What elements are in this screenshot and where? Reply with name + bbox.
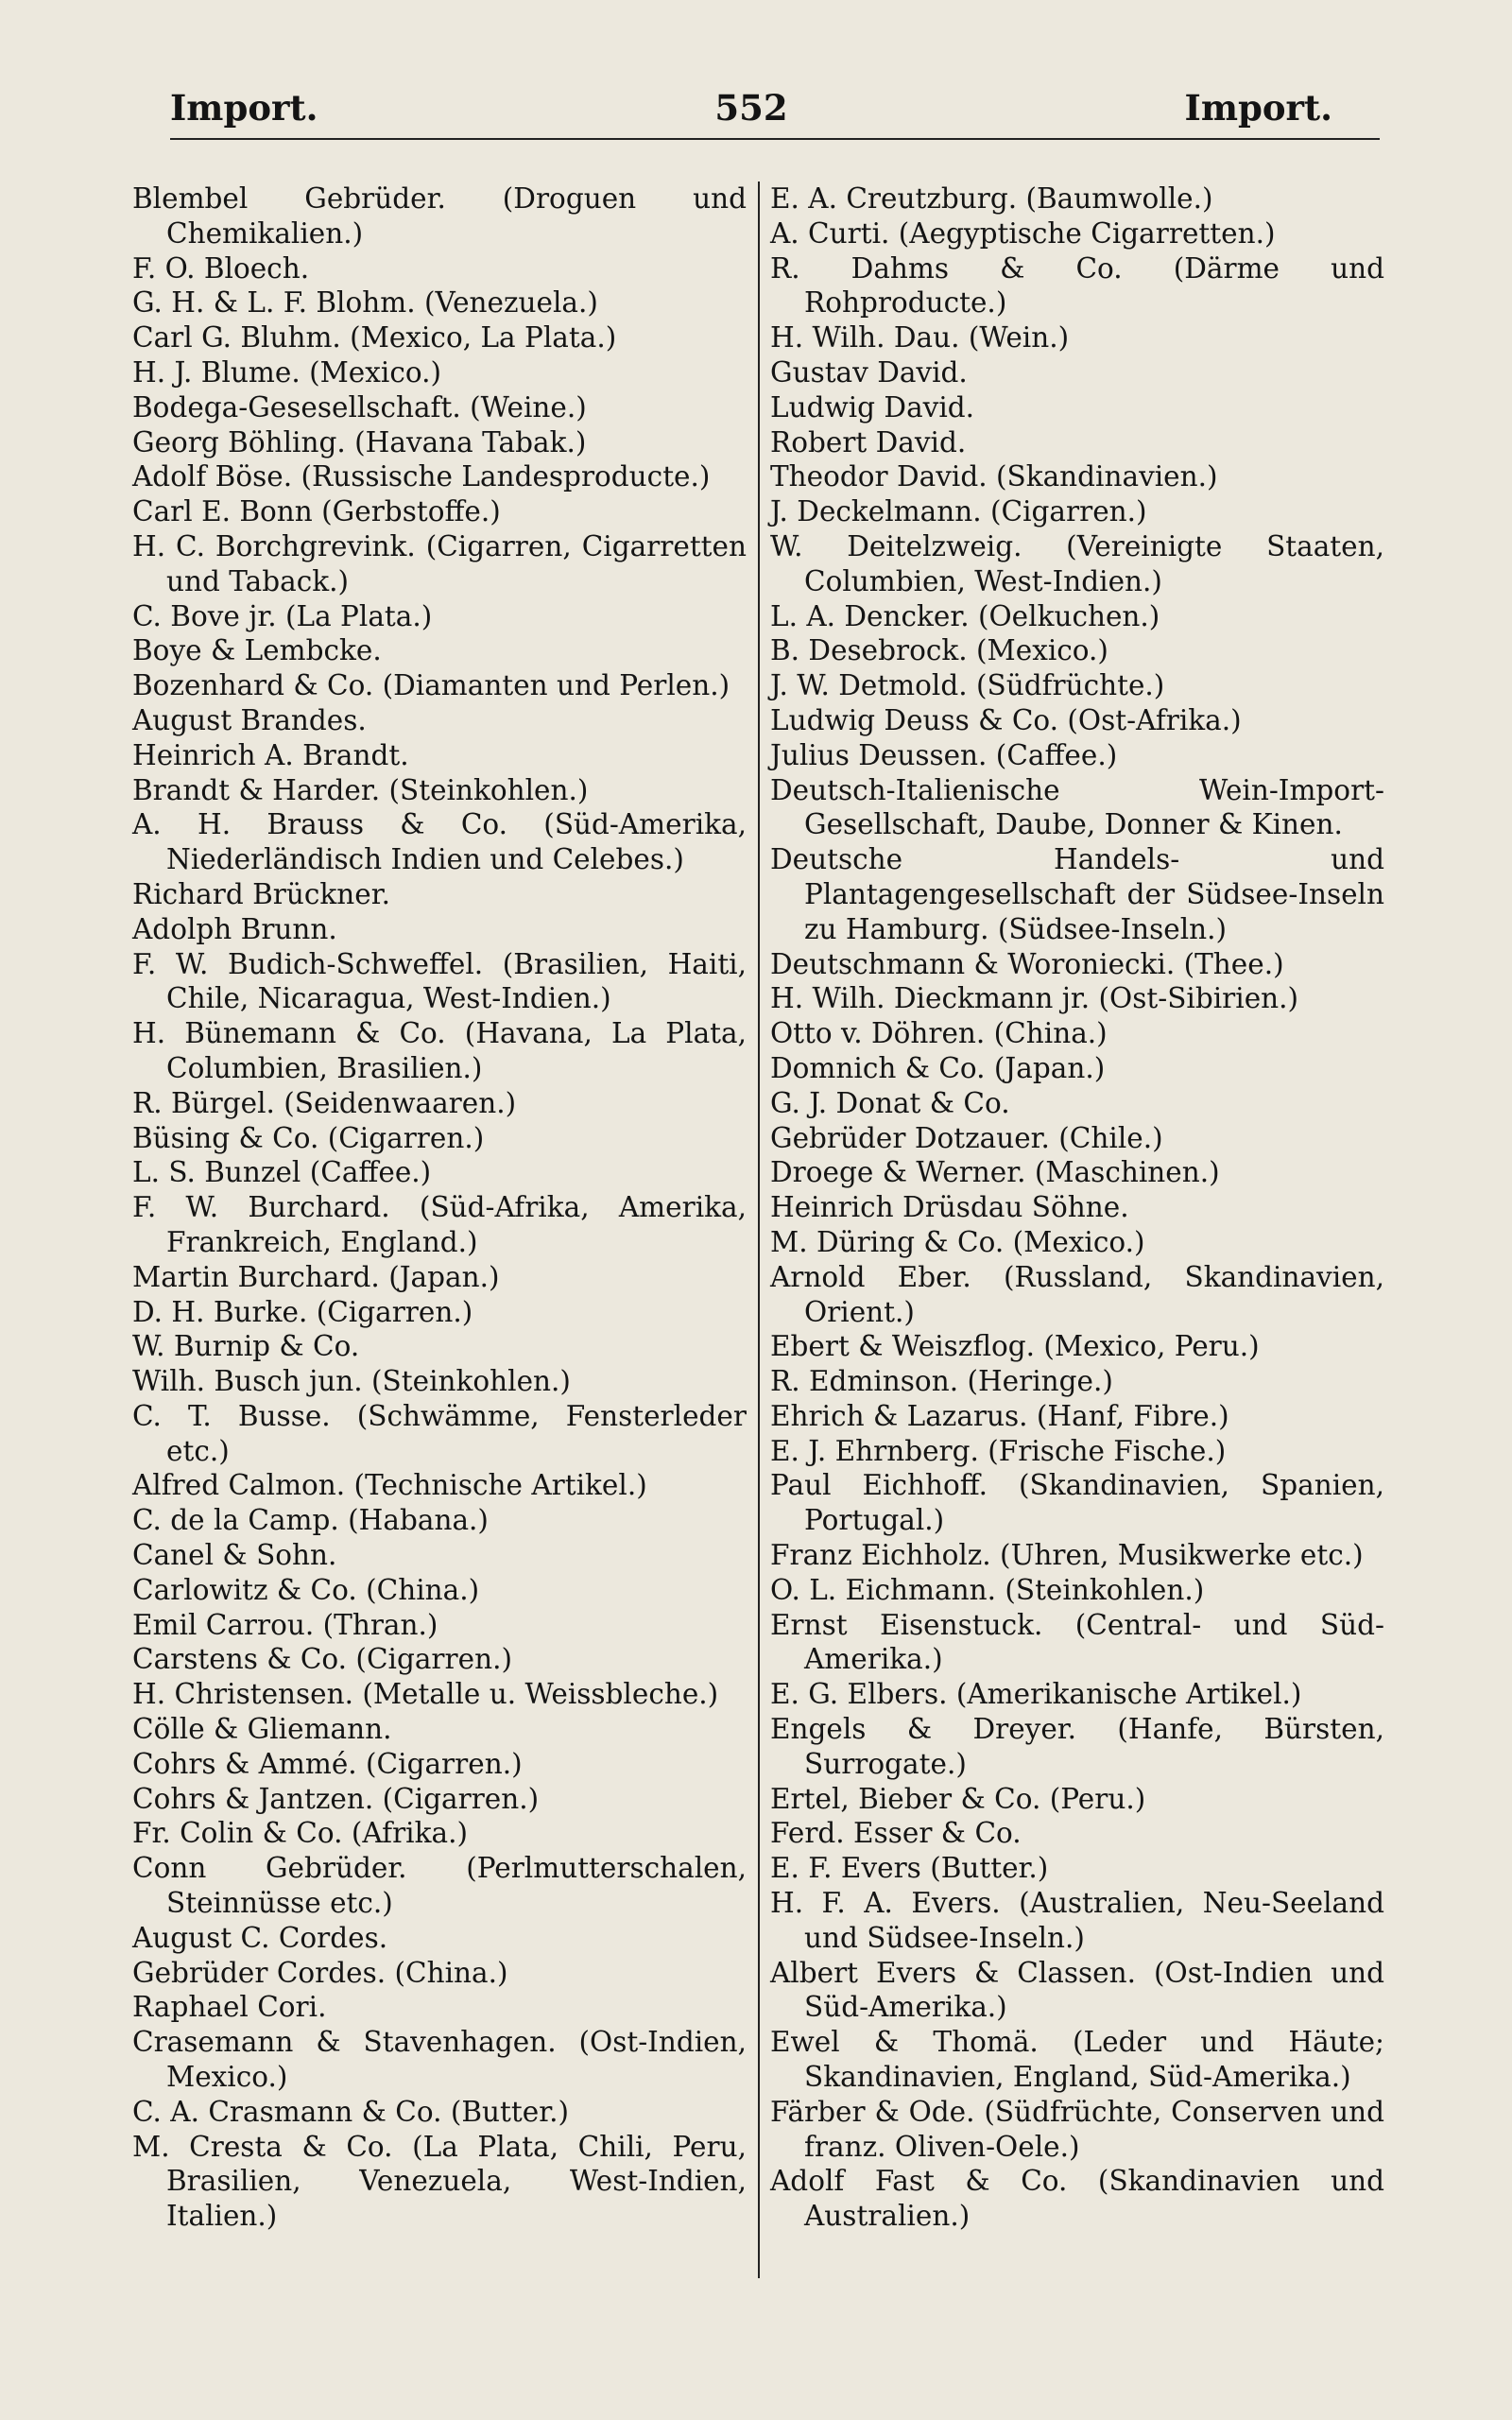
directory-entry: Adolf Fast & Co. (Skandinavien und Australien.) [770, 2165, 1384, 2233]
directory-entry: D. H. Burke. (Cigarren.) [132, 1295, 473, 1328]
directory-entry: M. Cresta & Co. (La Plata, Chili, Peru, Brasilien, Venezuela, West-Indien, Italien.) [132, 2130, 747, 2233]
directory-entry: C. de la Camp. (Habana.) [132, 1504, 489, 1537]
directory-entry: A. Curti. (Aegyptische Cigarretten.) [770, 216, 1276, 250]
directory-entry: Fr. Colin & Co. (Afrika.) [132, 1817, 468, 1850]
column-divider [758, 182, 760, 2278]
directory-entry: Robert David. [770, 425, 967, 458]
directory-entry: Büsing & Co. (Cigarren.) [132, 1121, 485, 1154]
directory-entry: L. S. Bunzel (Caffee.) [132, 1156, 432, 1189]
directory-entry: Raphael Cori. [132, 1991, 327, 2024]
directory-entry: B. Desebrock. (Mexico.) [770, 634, 1108, 667]
header-right-title: Import. [1184, 87, 1332, 129]
directory-entry: Cohrs & Ammé. (Cigarren.) [132, 1747, 523, 1780]
directory-entry: Carl G. Bluhm. (Mexico, La Plata.) [132, 321, 617, 354]
directory-entry: C. T. Busse. (Schwämme, Fensterleder etc.) [132, 1399, 747, 1467]
directory-entry: Droege & Werner. (Maschinen.) [770, 1156, 1220, 1189]
directory-entry: C. A. Crasmann & Co. (Butter.) [132, 2095, 569, 2128]
page-number: 552 [714, 87, 788, 129]
right-column [770, 182, 1384, 2299]
header-left-title: Import. [170, 87, 318, 129]
directory-entry: Cölle & Gliemann. [132, 1713, 392, 1746]
directory-entry: Bozenhard & Co. (Diamanten und Perlen.) [132, 669, 730, 702]
directory-entry: G. H. & L. F. Blohm. (Venezuela.) [132, 286, 598, 320]
directory-entry: Cohrs & Jantzen. (Cigarren.) [132, 1782, 540, 1815]
directory-entry: Ertel, Bieber & Co. (Peru.) [770, 1782, 1146, 1815]
directory-entry: Otto v. Döhren. (China.) [770, 1017, 1108, 1050]
header-rule [170, 138, 1380, 140]
directory-entry: Ludwig David. [770, 390, 975, 424]
directory-entry: Franz Eichholz. (Uhren, Musikwerke etc.) [770, 1539, 1364, 1572]
directory-entry: Deutsch-Italienische Wein-Import-Gesellschaft, Daube, Donner & Kinen. [770, 773, 1384, 841]
directory-entry: Carl E. Bonn (Gerbstoffe.) [132, 495, 501, 528]
directory-entry: Heinrich Drüsdau Söhne. [770, 1191, 1129, 1224]
directory-entry: Wilh. Busch jun. (Steinkohlen.) [132, 1365, 571, 1398]
directory-entry: O. L. Eichmann. (Steinkohlen.) [770, 1573, 1205, 1606]
directory-entry: Julius Deussen. (Caffee.) [770, 738, 1118, 771]
directory-entry: Ferd. Esser & Co. [770, 1817, 1022, 1850]
directory-entry: F. W. Burchard. (Süd-Afrika, Amerika, Frankreich, England.) [132, 1191, 747, 1258]
directory-entry: Färber & Ode. (Südfrüchte, Conserven und franz. Oliven-Oele.) [770, 2095, 1384, 2163]
directory-entry: Bodega-Gesesellschaft. (Weine.) [132, 390, 587, 424]
directory-entry: M. Düring & Co. (Mexico.) [770, 1225, 1145, 1258]
directory-entry: H. Wilh. Dieckmann jr. (Ost-Sibirien.) [770, 982, 1299, 1015]
directory-entry: Arnold Eber. (Russland, Skandinavien, Orient.) [770, 1260, 1384, 1328]
directory-entry: Alfred Calmon. (Technische Artikel.) [132, 1469, 647, 1502]
directory-entry: Deutschmann & Woroniecki. (Thee.) [770, 947, 1284, 980]
directory-entry: J. Deckelmann. (Cigarren.) [770, 495, 1147, 528]
directory-entry: R. Edminson. (Heringe.) [770, 1365, 1113, 1398]
directory-entry: G. J. Donat & Co. [770, 1086, 1010, 1119]
directory-entry: Theodor David. (Skandinavien.) [770, 460, 1218, 493]
directory-entry: H. Wilh. Dau. (Wein.) [770, 321, 1070, 354]
directory-entry: Gebrüder Dotzauer. (Chile.) [770, 1121, 1163, 1154]
directory-entry: Engels & Dreyer. (Hanfe, Bürsten, Surrogate.) [770, 1713, 1384, 1780]
directory-entry: R. Dahms & Co. (Därme und Rohproducte.) [770, 251, 1384, 320]
directory-entry: Paul Eichhoff. (Skandinavien, Spanien, Portugal.) [770, 1469, 1384, 1537]
directory-entry: Ebert & Weiszflog. (Mexico, Peru.) [770, 1330, 1260, 1363]
directory-entry: Brandt & Harder. (Steinkohlen.) [132, 773, 589, 806]
directory-entry: Canel & Sohn. [132, 1539, 337, 1572]
directory-entry: Crasemann & Stavenhagen. (Ost-Indien, Mexico.) [132, 2026, 747, 2094]
directory-entry: A. H. Brauss & Co. (Süd-Amerika, Niederländisch Indien und Celebes.) [132, 808, 747, 876]
directory-entry: August Brandes. [132, 703, 367, 736]
directory-entry: Conn Gebrüder. (Perlmutterschalen, Steinnüsse etc.) [132, 1852, 747, 1920]
directory-entry: H. Bünemann & Co. (Havana, La Plata, Columbien, Brasilien.) [132, 1017, 747, 1084]
directory-entry: Ludwig Deuss & Co. (Ost-Afrika.) [770, 703, 1242, 736]
directory-entry: F. O. Bloech. [132, 251, 310, 285]
directory-entry: Adolf Böse. (Russische Landesproducte.) [132, 460, 711, 493]
directory-entry: Adolph Brunn. [132, 912, 337, 945]
directory-entry: E. F. Evers (Butter.) [770, 1852, 1049, 1885]
directory-entry: Blembel Gebrüder. (Droguen und Chemikalien.) [132, 182, 747, 250]
directory-entry: W. Burnip & Co. [132, 1330, 360, 1363]
directory-entry: Gebrüder Cordes. (China.) [132, 1956, 508, 1989]
directory-entry: R. Bürgel. (Seidenwaaren.) [132, 1086, 517, 1119]
directory-entry: Ernst Eisenstuck. (Central- und Süd-Amerika.) [770, 1608, 1384, 1676]
directory-entry: Martin Burchard. (Japan.) [132, 1260, 500, 1293]
directory-entry: Boye & Lembcke. [132, 634, 382, 667]
directory-entry: Ehrich & Lazarus. (Hanf, Fibre.) [770, 1399, 1229, 1432]
directory-entry: H. F. A. Evers. (Australien, Neu-Seeland und Südsee-Inseln.) [770, 1887, 1384, 1954]
directory-entry: C. Bove jr. (La Plata.) [132, 599, 433, 632]
left-column [132, 182, 747, 2299]
directory-entry: L. A. Dencker. (Oelkuchen.) [770, 599, 1160, 632]
directory-entry: Emil Carrou. (Thran.) [132, 1608, 438, 1641]
page-header [170, 83, 1332, 132]
directory-entry: E. G. Elbers. (Amerikanische Artikel.) [770, 1678, 1302, 1711]
directory-entry: Georg Böhling. (Havana Tabak.) [132, 425, 587, 458]
directory-entry: Richard Brückner. [132, 877, 390, 910]
directory-entry: E. A. Creutzburg. (Baumwolle.) [770, 182, 1213, 215]
directory-entry: W. Deitelzweig. (Vereinigte Staaten, Columbien, West-Indien.) [770, 529, 1384, 597]
directory-entry: August C. Cordes. [132, 1921, 388, 1954]
directory-entry: Gustav David. [770, 355, 968, 389]
directory-entry: Domnich & Co. (Japan.) [770, 1051, 1106, 1084]
directory-entry: Carstens & Co. (Cigarren.) [132, 1643, 512, 1676]
directory-entry: Albert Evers & Classen. (Ost-Indien und Süd-Amerika.) [770, 1956, 1384, 2024]
directory-entry: H. Christensen. (Metalle u. Weissbleche.) [132, 1678, 719, 1711]
directory-entry: Ewel & Thomä. (Leder und Häute; Skandinavien, England, Süd-Amerika.) [770, 2026, 1384, 2094]
directory-entry: Carlowitz & Co. (China.) [132, 1573, 480, 1606]
directory-entry: F. W. Budich-Schweffel. (Brasilien, Haiti, Chile, Nicaragua, West-Indien.) [132, 947, 747, 1015]
directory-entry: Deutsche Handels- und Plantagengesellschaft der Südsee-Inseln zu Hamburg. (Südsee-Inseln.) [770, 843, 1384, 945]
directory-entry: E. J. Ehrnberg. (Frische Fische.) [770, 1434, 1227, 1467]
directory-entry: H. C. Borchgrevink. (Cigarren, Cigarretten und Taback.) [132, 529, 747, 597]
directory-entry: H. J. Blume. (Mexico.) [132, 355, 441, 389]
directory-entry: J. W. Detmold. (Südfrüchte.) [770, 669, 1165, 702]
directory-entry: Heinrich A. Brandt. [132, 738, 409, 771]
